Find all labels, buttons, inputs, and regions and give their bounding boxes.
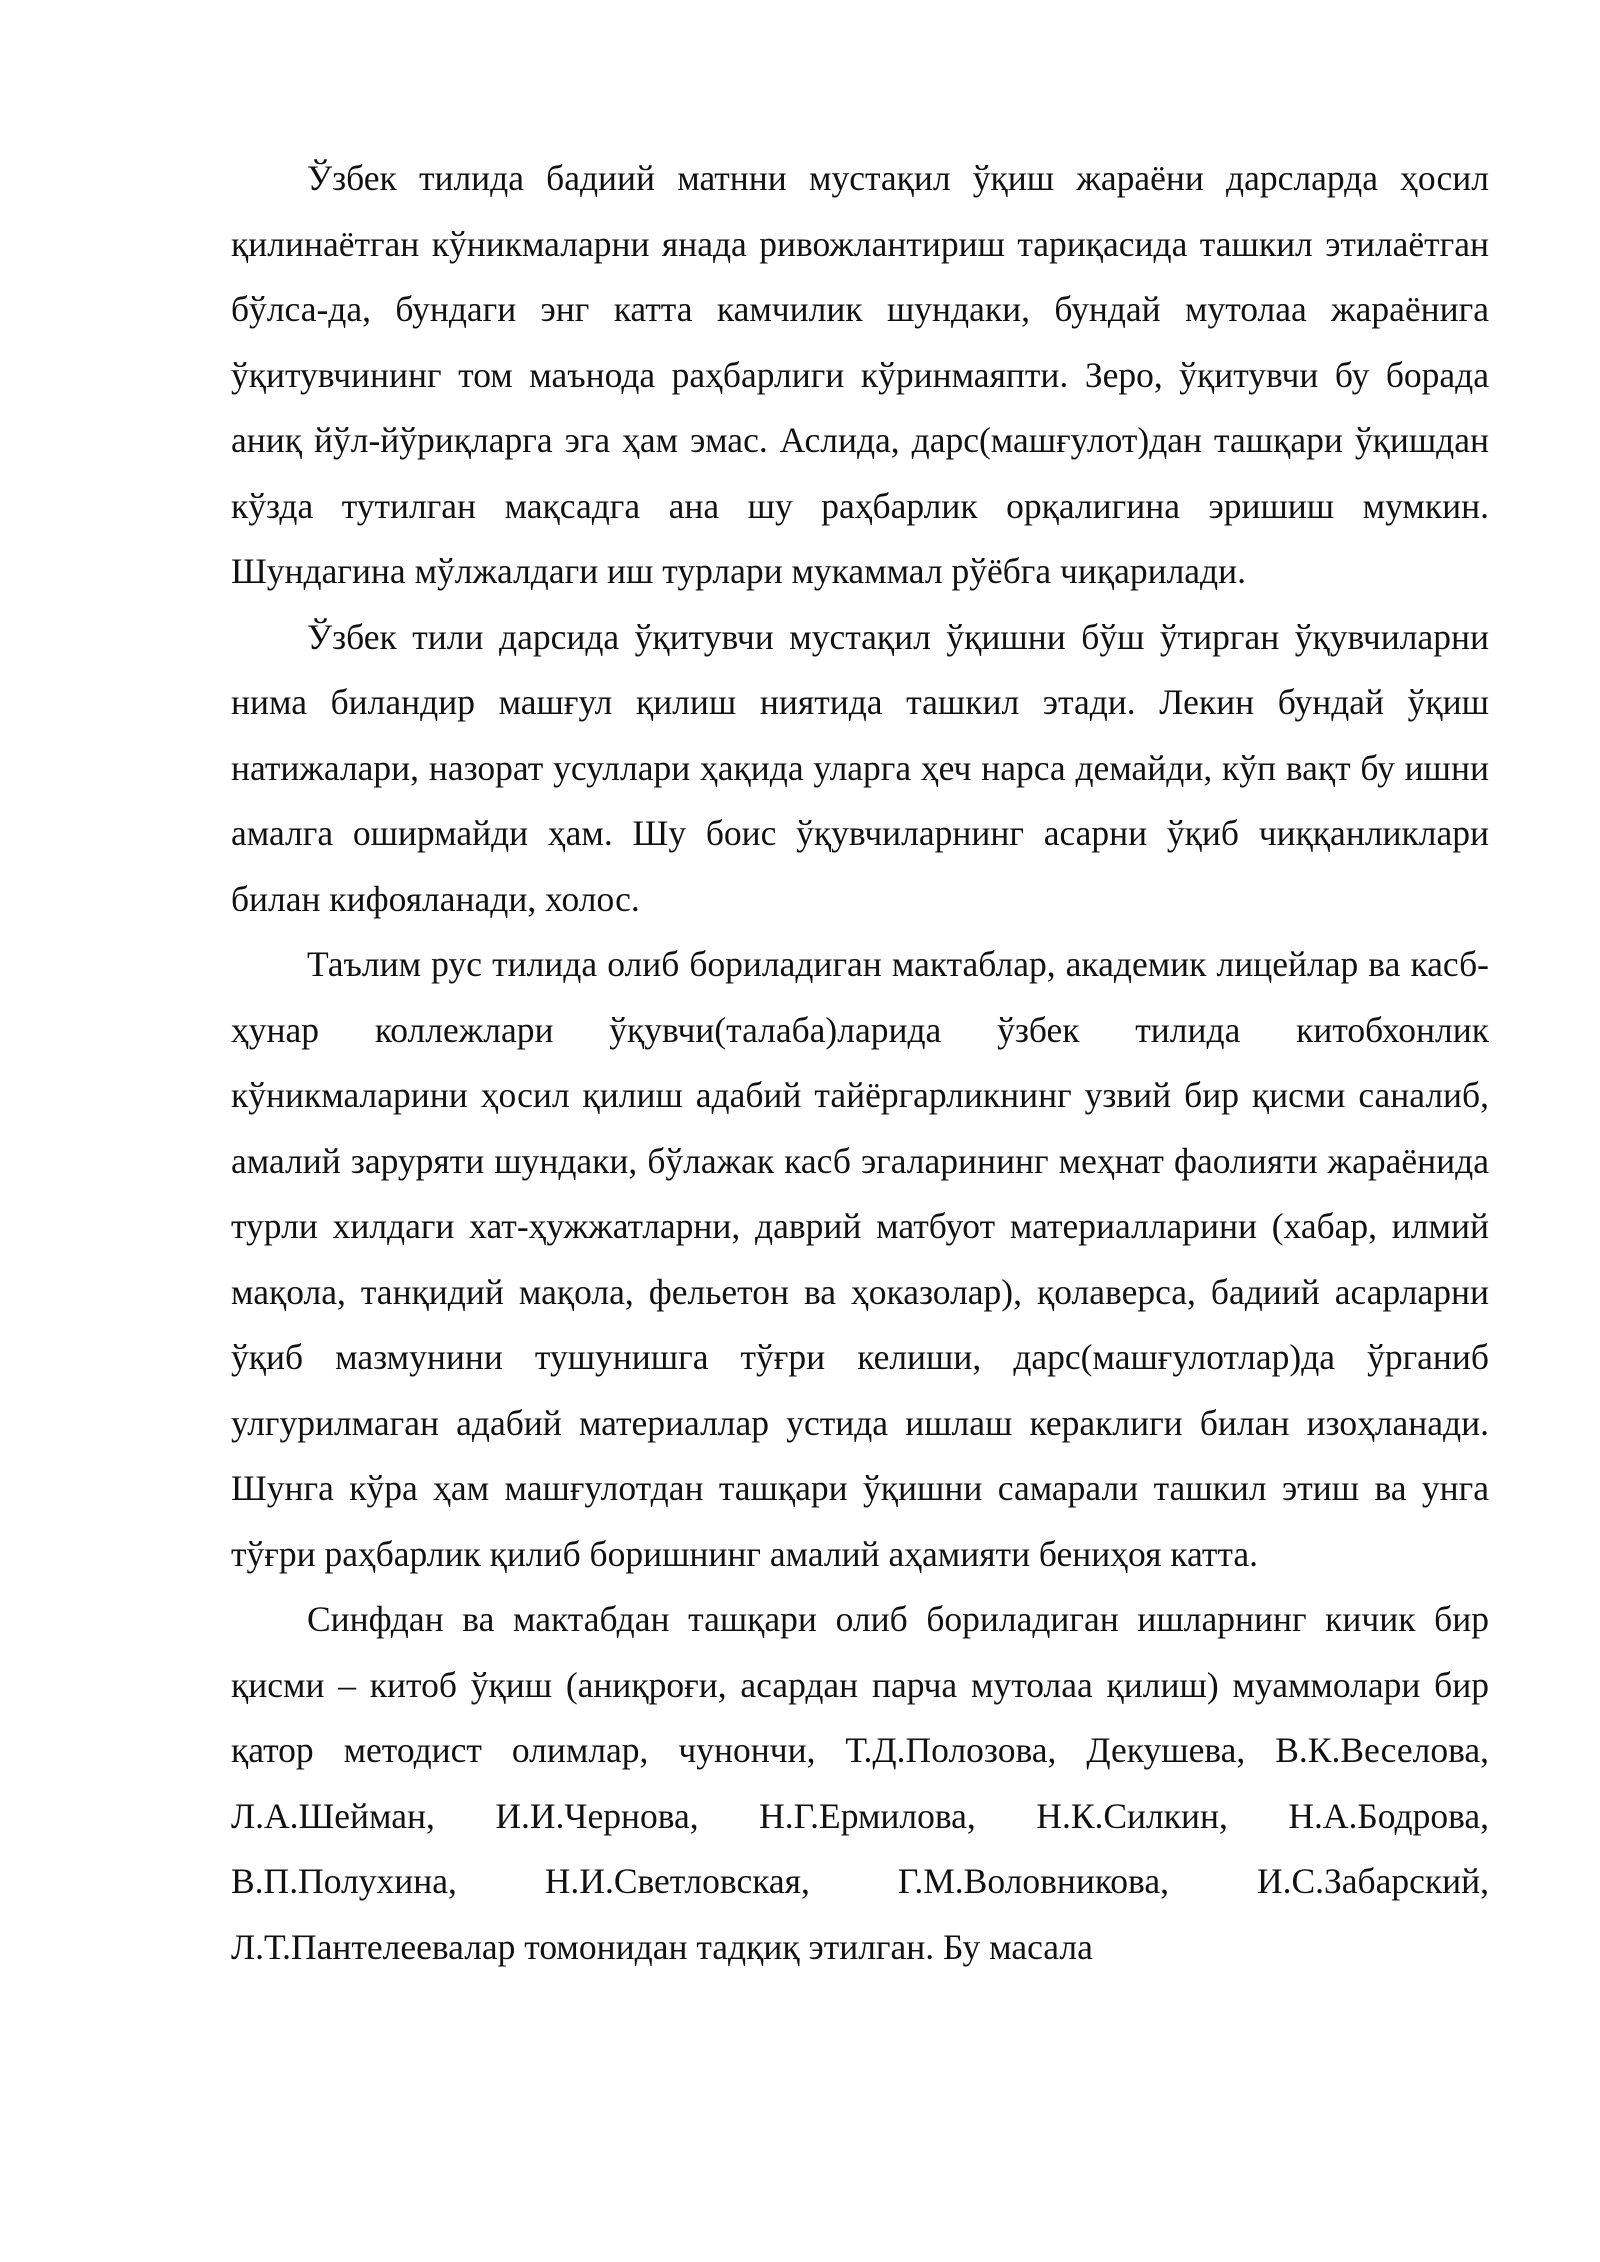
- paragraph-2: Ўзбек тили дарсида ўқитувчи мустақил ўқишни бўш ўтирган ўқувчиларни нима биландир машғул қилиш ниятида ташкил этади. Лекин бундай ўқиш натижалари, назорат усуллари ҳақида уларга ҳеч нарса демайди, кўп вақт бу ишни амалга оширмайди ҳам. Шу боис ўқувчиларнинг асарни ўқиб чиққанликлари билан кифояланади, холос.: [231, 616, 1489, 919]
- document-body: [231, 146, 1489, 1980]
- paragraph-3: Таълим рус тилида олиб бориладиган мактаблар, академик лицейлар ва касб-ҳунар коллежлари ўқувчи(талаба)ларида ўзбек тилида китобхонлик кўникмаларини ҳосил қилиш адабий тайёргарликнинг узвий бир қисми саналиб, амалий заруряти шундаки, бўлажак касб эгаларининг меҳнат фаолияти жараёнида турли хилдаги хат-ҳужжатларни, даврий матбуот материалларини (хабар, илмий мақола, танқидий мақола, фельетон ва ҳоказолар), қолаверса, бадиий асарларни ўқиб мазмунини тушунишга тўғри келиши, дарс(машғулотлар)да ўрганиб улгурилмаган адабий материаллар устида ишлаш кераклиги билан изоҳланади. Шунга кўра ҳам машғулотдан ташқари ўқишни самарали ташкил этиш ва унга тўғри раҳбарлик қилиб боришнинг амалий аҳамияти бениҳоя катта.: [231, 944, 1489, 1574]
- paragraph-4: Синфдан ва мактабдан ташқари олиб бориладиган ишларнинг кичик бир қисми – китоб ўқиш (аниқроғи, асардан парча мутолаа қилиш) муаммолари бир қатор методист олимлар, чунончи, Т.Д.Полозова, Декушева, В.К.Веселова, Л.А.Шейман, И.И.Чернова, Н.Г.Ермилова, Н.К.Силкин, Н.А.Бодрова, В.П.Полухина, Н.И.Светловская, Г.М.Воловникова, И.С.Забарский, Л.Т.Пантелеевалар томонидан тадқиқ этилган. Бу масала: [231, 1599, 1489, 1967]
- paragraph-1: Ўзбек тилида бадиий матнни мустақил ўқиш жараёни дарсларда ҳосил қилинаётган кўникмаларни янада ривожлантириш тариқасида ташкил этилаётган бўлса-да, бундаги энг катта камчилик шундаки, бундай мутолаа жараёнига ўқитувчининг том маънода раҳбарлиги кўринмаяпти. Зеро, ўқитувчи бу борада аниқ йўл-йўриқларга эга ҳам эмас. Аслида, дарс(машғулот)дан ташқари ўқишдан кўзда тутилган мақсадга ана шу раҳбарлик орқалигина эришиш мумкин. Шундагина мўлжалдаги иш турлари мукаммал рўёбга чиқарилади.: [231, 158, 1489, 591]
